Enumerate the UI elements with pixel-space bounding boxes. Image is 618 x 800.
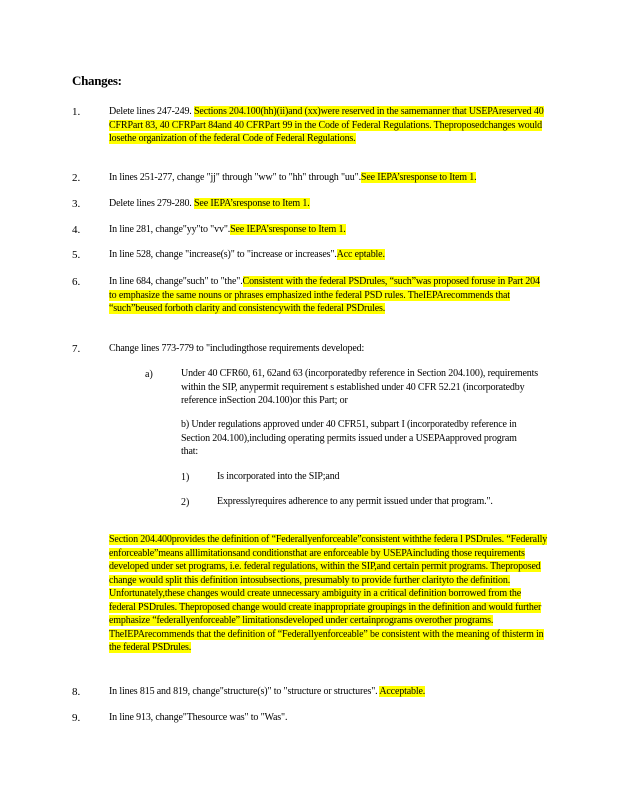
item-text: In lines 815 and 819, change"structure(s)" to "structure or structures".: [109, 686, 380, 697]
subitem-a-label: a): [145, 369, 153, 380]
item-6-text: [109, 275, 547, 316]
item-text: In line 684, change"such" to "the".: [109, 276, 243, 287]
subitem-b2-label: 2): [181, 497, 190, 508]
item-text: In lines 251-277, change "jj" through "ww" to "hh" through "uu".: [109, 172, 361, 183]
iepa-response: Consistent with the federal PSDrules, “such”was proposed foruse in Part 204 to emphasize the same nouns or phrases emphasized inthe federal PSD rules. TheIEPArecommends that “such”beused forboth clarity and consistencywith the federal PSDrules.: [109, 276, 540, 314]
item-text: In line 913, change"Thesource was" to "Was".: [109, 712, 288, 723]
iepa-response: See IEPA’sresponse to Item 1.: [360, 172, 477, 183]
item-text: Delete lines 279-280.: [109, 198, 195, 209]
item-number: 5.: [72, 249, 81, 261]
item-9-text: [109, 711, 547, 725]
item-number: 6.: [72, 276, 81, 288]
item-text: In line 281, change"yy"to "vv".: [109, 224, 231, 235]
item-number: 4.: [72, 224, 81, 236]
iepa-response: Acc eptable.: [336, 249, 385, 260]
subitem-a-text: Under 40 CFR60, 61, 62and 63 (incorporatedby reference in Section 204.100), requirements within the SIP, anypermit requirement s established under 40 CFR 52.21 (incorporatedby reference inSection 204.100)or this Part; or: [181, 368, 538, 406]
subitem-b1-text: Is incorporated into the SIP;and: [217, 471, 340, 482]
item-number: 7.: [72, 343, 81, 355]
item-1-text: [109, 105, 547, 146]
subitem-b-content: b) Under regulations approved under 40 CFR51, subpart I (incorporatedby reference in Section 204.100),including operating permits issued under a USEPAapproved program that:: [181, 419, 517, 457]
item-number: 1.: [72, 106, 81, 118]
item-5-text: [109, 248, 547, 262]
item-3-text: [109, 197, 547, 211]
iepa-response: Acceptable.: [379, 686, 426, 697]
item-2-text: [109, 171, 547, 185]
subitem-b-text: [145, 418, 535, 459]
item-8-text: [109, 685, 547, 699]
item-7-text: Change lines 773-779 to "includingthose requirements developed:: [109, 343, 365, 354]
iepa-response: See IEPA’sresponse to Item 1.: [230, 224, 346, 235]
iepa-response: Section 204.400provides the definition of “Federallyenforceable”consistent withthe federa l PSDrules. “Federally enforceable”means alllimitationsand conditionsthat are enforceable by USEPAincluding those requirements developed under set programs, i.e. federal regulations, within the SIP,and certain permit programs. Theproposed change would split this definition intosubsections, presumably to provide further clarityto the definition. Unfortunately,these changes would create unnecessary ambiguity in a critical definition borrowed from the federal PSDrules. Theproposed change would create inappropriate groupings in the definition and would further emphasize “federallyenforceable” limitationsdeveloped under certainprograms overother programs. TheIEPArecommends that the definition of “Federallyenforceable” be consistent with the meaning of thisterm in the federal PSDrules.: [109, 534, 548, 653]
item-4-text: [109, 223, 547, 237]
iepa-response: Sections 204.100(hh)(ii)and (xx)were reserved in the samemanner that USEPAreserved 40 CFRPart 83, 40 CFRPart 84and 40 CFRPart 99 in the Code of Federal Regulations. Theproposedchanges would losethe organization of the federal Code of Federal Regulations.: [109, 106, 544, 144]
subitem-b1-label: 1): [181, 472, 190, 483]
item-number: 3.: [72, 198, 81, 210]
item-text: In line 528, change "increase(s)" to "increase or increases".: [109, 249, 337, 260]
iepa-response: See IEPA’sresponse to Item 1.: [194, 198, 310, 209]
item-text: Delete lines 247-249.: [109, 106, 195, 117]
subitem-b2-text: Expresslyrequires adherence to any permit issued under that program.".: [217, 496, 493, 507]
item-number: 2.: [72, 172, 81, 184]
item-number: 8.: [72, 686, 81, 698]
item-7-response: [109, 533, 549, 655]
changes-heading: Changes:: [72, 73, 122, 88]
item-number: 9.: [72, 712, 81, 724]
